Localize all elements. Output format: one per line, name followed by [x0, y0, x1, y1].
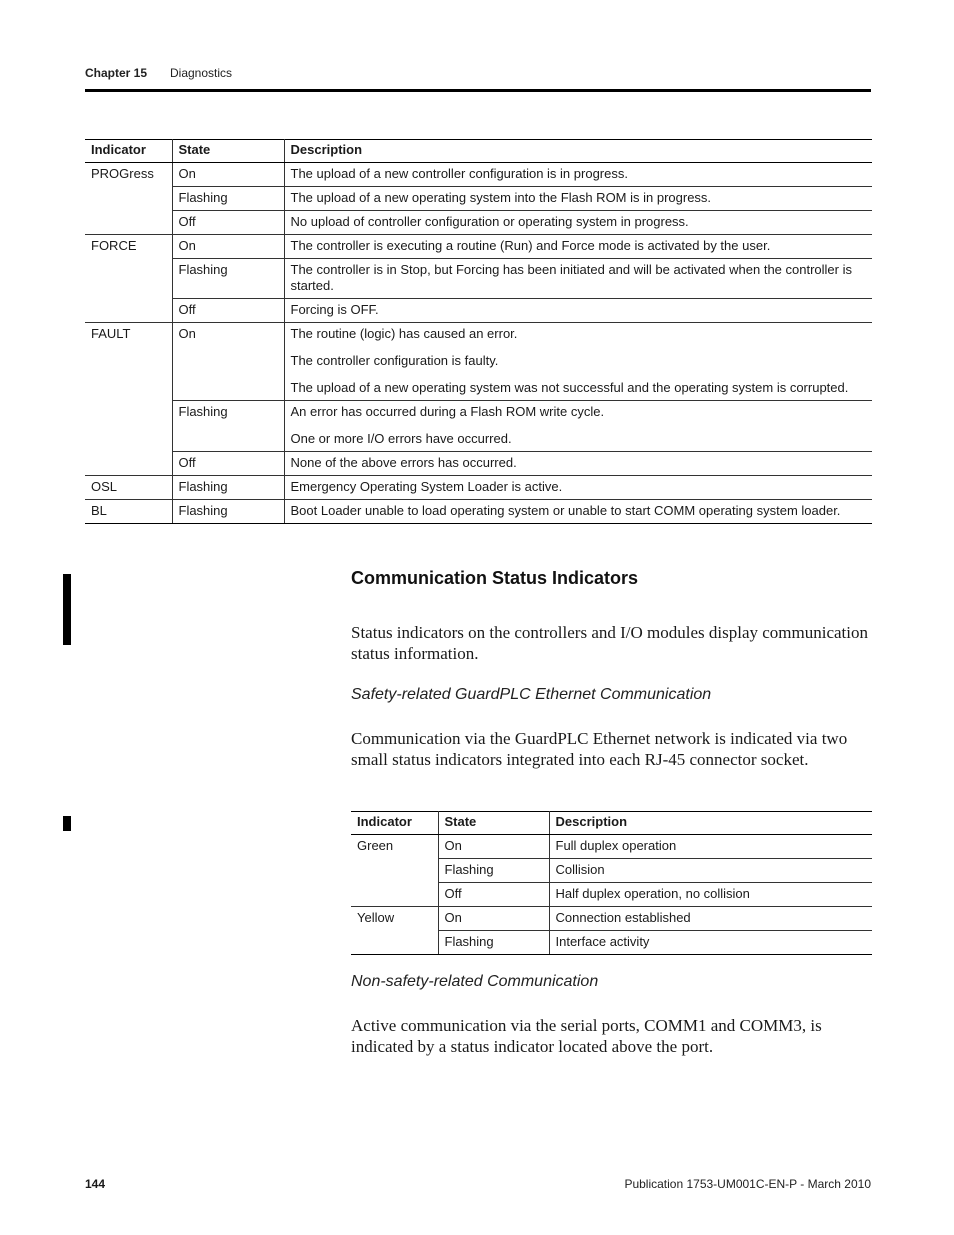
indicator-cell: Green	[351, 835, 438, 907]
description-text: Half duplex operation, no collision	[555, 886, 750, 901]
state-cell: Flashing	[438, 859, 549, 883]
description-cell	[549, 835, 872, 859]
description-text: Forcing is OFF.	[290, 302, 379, 317]
table-row	[85, 323, 872, 401]
description-cell	[284, 452, 872, 476]
indicator-cell: FAULT	[85, 323, 172, 476]
state-cell: On	[438, 907, 549, 931]
state-cell: On	[172, 235, 284, 259]
column-header-state: State	[172, 140, 284, 163]
column-header-description: Description	[284, 140, 872, 163]
table-row	[351, 835, 872, 859]
description-text: An error has occurred during a Flash ROM write cycle.	[290, 404, 605, 419]
description-text: Interface activity	[555, 934, 650, 949]
indicator-cell: PROGress	[85, 163, 172, 235]
state-cell: Flashing	[172, 476, 284, 500]
state-cell: Flashing	[172, 259, 284, 299]
indicator-cell: BL	[85, 500, 172, 524]
publication-info: Publication 1753-UM001C-EN-P - March 2010	[624, 1177, 871, 1191]
subheading-non-safety: Non-safety-related Communication	[351, 973, 599, 990]
table-row	[85, 500, 872, 524]
description-cell	[284, 187, 872, 211]
description-cell	[284, 211, 872, 235]
description-text: One or more I/O errors have occurred.	[290, 431, 512, 446]
indicator-cell: OSL	[85, 476, 172, 500]
description-cell	[549, 883, 872, 907]
indicator-status-table	[85, 139, 872, 524]
column-header-description: Description	[549, 812, 872, 835]
description-text: The controller is in Stop, but Forcing has been initiated and will be activated when the controller is started.	[290, 262, 852, 293]
state-cell: On	[438, 835, 549, 859]
ethernet-paragraph: Communication via the GuardPLC Ethernet network is indicated via two small status indicators integrated into each RJ-45 connector socket.	[351, 729, 848, 769]
description-text: Connection established	[555, 910, 691, 925]
column-header-indicator: Indicator	[85, 140, 172, 163]
table-header-row	[85, 140, 872, 163]
table-row	[85, 187, 872, 211]
table-row	[351, 907, 872, 931]
description-cell	[284, 323, 872, 401]
description-text: The routine (logic) has caused an error.	[290, 326, 518, 341]
indicator-cell: Yellow	[351, 907, 438, 955]
table-row	[85, 163, 872, 187]
table-row	[85, 452, 872, 476]
description-cell	[549, 859, 872, 883]
header-rule	[85, 89, 871, 92]
description-text: Emergency Operating System Loader is active.	[290, 479, 563, 494]
table-row	[85, 299, 872, 323]
description-text: Full duplex operation	[555, 838, 677, 853]
indicator-cell: FORCE	[85, 235, 172, 323]
description-cell	[549, 931, 872, 955]
chapter-label: Chapter 15	[85, 66, 148, 80]
description-cell	[284, 476, 872, 500]
subheading-ethernet: Safety-related GuardPLC Ethernet Communication	[351, 686, 712, 703]
description-text: The upload of a new operating system into the Flash ROM is in progress.	[290, 190, 712, 205]
state-cell: On	[172, 323, 284, 401]
table-row	[85, 476, 872, 500]
serial-paragraph: Active communication via the serial ports, COMM1 and COMM3, is indicated by a status indicator located above the port.	[351, 1016, 822, 1056]
state-cell: Flashing	[172, 187, 284, 211]
description-cell	[549, 907, 872, 931]
description-text: Collision	[555, 862, 605, 877]
state-cell: Flashing	[172, 500, 284, 524]
description-text: The controller is executing a routine (Run) and Force mode is activated by the user.	[290, 238, 771, 253]
state-cell: Off	[172, 211, 284, 235]
ethernet-indicator-table	[351, 811, 872, 955]
section-label: Diagnostics	[170, 66, 233, 80]
description-cell	[284, 299, 872, 323]
table-row	[85, 235, 872, 259]
change-bar	[63, 574, 71, 645]
running-header	[85, 66, 233, 80]
description-cell	[284, 235, 872, 259]
description-text: No upload of controller configuration or operating system in progress.	[290, 214, 689, 229]
state-cell: Off	[172, 452, 284, 476]
section-title: Communication Status Indicators	[351, 568, 639, 588]
state-cell: Flashing	[172, 401, 284, 452]
state-cell: Off	[172, 299, 284, 323]
column-header-state: State	[438, 812, 549, 835]
description-text: Boot Loader unable to load operating system or unable to start COMM operating system loader.	[290, 503, 841, 518]
description-text: None of the above errors has occurred.	[290, 455, 517, 470]
state-cell: Flashing	[438, 931, 549, 955]
state-cell: On	[172, 163, 284, 187]
state-cell: Off	[438, 883, 549, 907]
table-row	[85, 401, 872, 452]
page-number: 144	[85, 1177, 106, 1191]
description-text: The upload of a new operating system was not successful and the operating system is corrupted.	[290, 380, 849, 395]
column-header-indicator: Indicator	[351, 812, 438, 835]
description-cell	[284, 500, 872, 524]
description-cell	[284, 163, 872, 187]
description-text: The controller configuration is faulty.	[290, 353, 499, 368]
intro-paragraph: Status indicators on the controllers and I/O modules display communication status information.	[351, 623, 868, 663]
description-cell	[284, 401, 872, 452]
description-cell	[284, 259, 872, 299]
change-bar	[63, 816, 71, 831]
table-header-row	[351, 812, 872, 835]
table-row	[85, 259, 872, 299]
description-text: The upload of a new controller configuration is in progress.	[290, 166, 628, 181]
table-row	[85, 211, 872, 235]
